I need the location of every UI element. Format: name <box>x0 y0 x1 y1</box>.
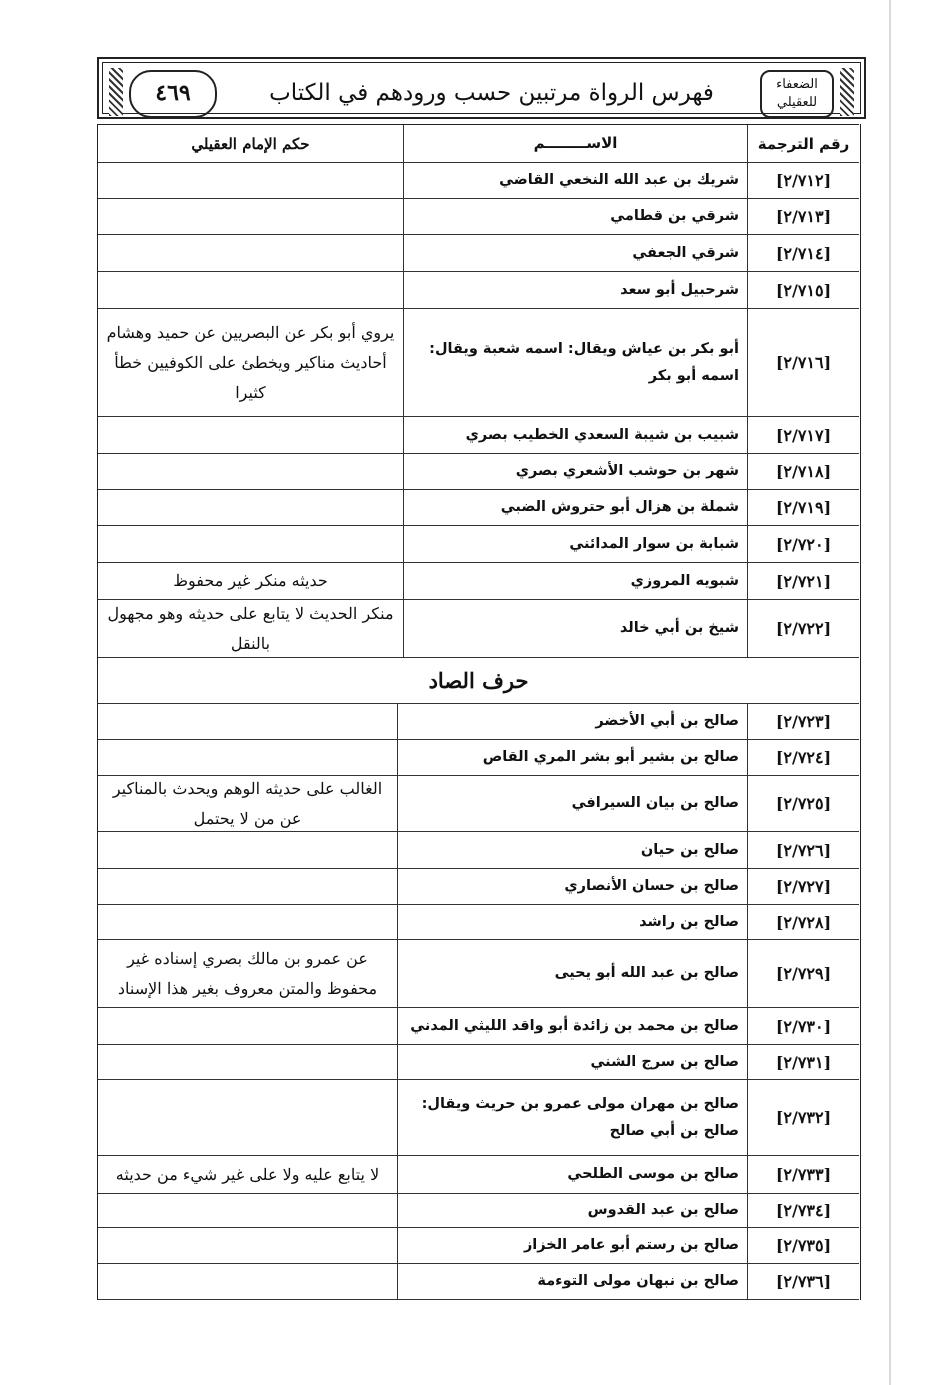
ruling-text <box>98 454 403 489</box>
column-header-name: الاســــــــم <box>403 125 747 162</box>
narrator-name: صالح بن عبد الله أبو يحيى <box>397 940 747 1007</box>
ruling-text: لا يتابع عليه ولا على غير شيء من حديثه <box>115 1164 380 1184</box>
table-row <box>98 199 859 235</box>
table-row <box>98 1194 859 1228</box>
table-row <box>98 1045 859 1080</box>
entry-number: [٢/٧٢٦] <box>747 832 859 868</box>
entry-number: [٢/٧١٨] <box>747 454 859 489</box>
table-row <box>98 454 859 490</box>
table-row <box>98 600 859 658</box>
entry-number: [٢/٧٢٩] <box>747 940 859 1007</box>
table-row <box>98 832 859 869</box>
ruling-text <box>98 1080 397 1155</box>
page-number: ٤٦٩ <box>129 70 217 118</box>
table-row <box>98 1228 859 1264</box>
ruling-text <box>98 272 403 308</box>
ornament-left <box>109 68 123 116</box>
ruling-text <box>98 1228 397 1263</box>
narrator-name: شريك بن عبد الله النخعي القاضي <box>403 163 747 198</box>
table-row <box>98 163 859 199</box>
narrator-name: صالح بن حيان <box>397 832 747 868</box>
entry-number: [٢/٧٣٣] <box>747 1156 859 1193</box>
narrator-name: شبيب بن شيبة السعدي الخطيب بصري <box>403 417 747 453</box>
entry-number: [٢/٧١٧] <box>747 417 859 453</box>
table-row <box>98 1080 859 1156</box>
page-header <box>97 57 866 119</box>
narrator-name: صالح بن محمد بن زائدة أبو واقد الليثي المدني <box>397 1008 747 1044</box>
narrator-name: صالح بن بيان السيرافي <box>397 776 747 831</box>
entry-number: [٢/٧٢١] <box>747 563 859 599</box>
table-row <box>98 563 859 600</box>
ruling-text <box>98 1264 397 1299</box>
ruling-text <box>98 199 403 234</box>
narrator-name: شرحبيل أبو سعد <box>403 272 747 308</box>
table-row <box>98 869 859 905</box>
ornament-right <box>840 68 854 116</box>
entry-number: [٢/٧٣٠] <box>747 1008 859 1044</box>
entry-number: [٢/٧١٣] <box>747 199 859 234</box>
narrator-name: شيخ بن أبي خالد <box>403 600 747 657</box>
table-row <box>98 905 859 940</box>
entry-number: [٢/٧٢٠] <box>747 526 859 562</box>
table-row <box>98 1156 859 1194</box>
table-row <box>98 272 859 309</box>
table-row <box>98 1008 859 1045</box>
entry-number: [٢/٧٣٤] <box>747 1194 859 1227</box>
narrator-name: شرقي بن قطامي <box>403 199 747 234</box>
table-row <box>98 235 859 272</box>
table-header-row <box>98 124 859 163</box>
section-title: حرف الصاد <box>98 658 859 704</box>
narrator-name: شملة بن هزال أبو حتروش الضبي <box>403 490 747 525</box>
narrator-name: شبابة بن سوار المدائني <box>403 526 747 562</box>
narrator-name: صالح بن بشير أبو بشر المري القاص <box>397 740 747 775</box>
page-spine <box>889 0 891 1385</box>
ruling-text <box>98 869 397 904</box>
narrator-name: أبو بكر بن عياش ويقال: اسمه شعبة ويقال: اسمه أبو بكر <box>403 309 747 416</box>
column-header-ruling: حكم الإمام العقيلي <box>191 134 310 153</box>
ruling-text: الغالب على حديثه الوهم ويحدث بالمناكير عن من لا يحتمل <box>112 778 383 828</box>
book-logo-line2: للعقيلي <box>776 95 818 110</box>
narrator-name: صالح بن موسى الطلحي <box>397 1156 747 1193</box>
ruling-text <box>98 704 397 739</box>
table-row <box>98 776 859 832</box>
ruling-text: حديثه منكر غير محفوظ <box>173 571 328 590</box>
narrator-name: صالح بن حسان الأنصاري <box>397 869 747 904</box>
entry-number: [٢/٧١٢] <box>747 163 859 198</box>
narrator-name: شبويه المروزي <box>403 563 747 599</box>
table-row <box>98 309 859 417</box>
ruling-text <box>98 235 403 271</box>
ruling-text <box>98 740 397 775</box>
ruling-text <box>98 1045 397 1079</box>
ruling-text <box>98 417 403 453</box>
entry-number: [٢/٧٢٢] <box>747 600 859 657</box>
ruling-text <box>98 1008 397 1044</box>
narrators-table <box>97 124 861 1300</box>
entry-number: [٢/٧١٥] <box>747 272 859 308</box>
ruling-text <box>98 163 403 198</box>
ruling-text <box>98 832 397 868</box>
header-frame <box>102 62 861 114</box>
narrator-name: صالح بن راشد <box>397 905 747 939</box>
entry-number: [٢/٧٢٨] <box>747 905 859 939</box>
ruling-text: يروي أبو بكر عن البصريين عن حميد وهشام أحاديث مناكير ويخطئ على الكوفيين خطأ كثيرا <box>106 322 395 402</box>
entry-number: [٢/٧٣٥] <box>747 1228 859 1263</box>
table-row <box>98 490 859 526</box>
narrator-name: صالح بن مهران مولى عمرو بن حريث ويقال: صالح بن أبي صالح <box>397 1080 747 1155</box>
ruling-text: عن عمرو بن مالك بصري إسناده غير محفوظ والمتن معروف بغير هذا الإسناد <box>117 948 378 998</box>
narrator-name: صالح بن عبد القدوس <box>397 1194 747 1227</box>
entry-number: [٢/٧٣١] <box>747 1045 859 1079</box>
table-row <box>98 526 859 563</box>
book-logo <box>760 70 834 118</box>
table-row <box>98 940 859 1008</box>
narrator-name: صالح بن أبي الأخضر <box>397 704 747 739</box>
entry-number: [٢/٧٢٥] <box>747 776 859 831</box>
entry-number: [٢/٧٣٢] <box>747 1080 859 1155</box>
entry-number: [٢/٧٢٧] <box>747 869 859 904</box>
table-row <box>98 1264 859 1300</box>
narrator-name: صالح بن سرج الشني <box>397 1045 747 1079</box>
narrator-name: صالح بن رستم أبو عامر الخزاز <box>397 1228 747 1263</box>
ruling-text: منكر الحديث لا يتابع على حديثه وهو مجهول بالنقل <box>107 603 394 653</box>
column-header-number: رقم الترجمة <box>747 125 859 162</box>
narrator-name: شرقي الجعفي <box>403 235 747 271</box>
entry-number: [٢/٧١٤] <box>747 235 859 271</box>
entry-number: [٢/٧٢٣] <box>747 704 859 739</box>
table-row <box>98 704 859 740</box>
ruling-text <box>98 526 403 562</box>
entry-number: [٢/٧١٦] <box>747 309 859 416</box>
entry-number: [٢/٧٢٤] <box>747 740 859 775</box>
entry-number: [٢/٧١٩] <box>747 490 859 525</box>
table-row <box>98 417 859 454</box>
narrator-name: صالح بن نبهان مولى التوءمة <box>397 1264 747 1299</box>
table-row <box>98 740 859 776</box>
book-logo-line1: الضعفاء <box>776 77 818 92</box>
running-title: فهرس الرواة مرتبين حسب ورودهم في الكتاب <box>269 80 714 106</box>
narrator-name: شهر بن حوشب الأشعري بصري <box>403 454 747 489</box>
entry-number: [٢/٧٣٦] <box>747 1264 859 1299</box>
ruling-text <box>98 905 397 939</box>
ruling-text <box>98 1194 397 1227</box>
ruling-text <box>98 490 403 525</box>
